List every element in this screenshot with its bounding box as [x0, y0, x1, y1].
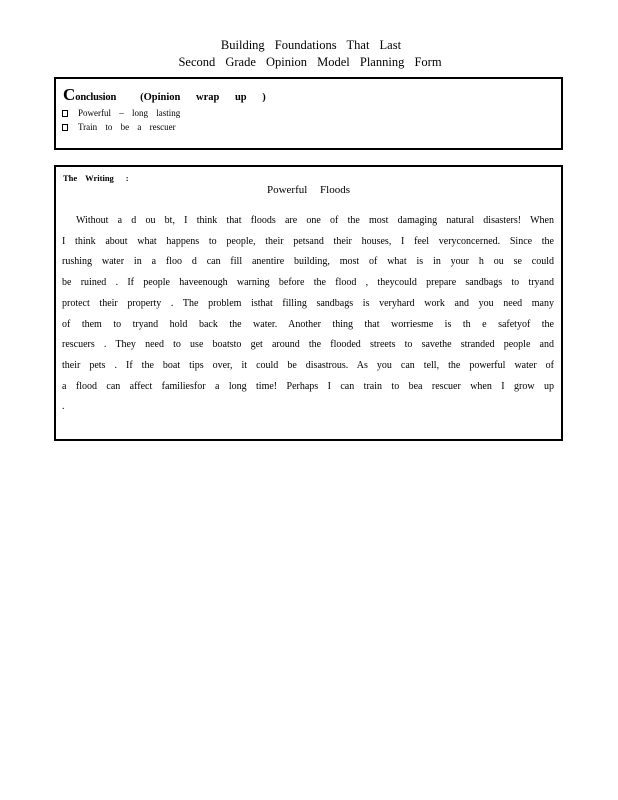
- document-subtitle: Second Grade Opinion Model Planning Form: [178, 55, 442, 69]
- conclusion-heading: [63, 85, 266, 105]
- list-item-text: Train to be a rescuer: [78, 121, 176, 132]
- essay-title: Powerful Floods: [266, 184, 351, 196]
- essay-body: Without a d ou bt, I think that floods are one of the most damaging natural disasters! When I think about what happens to people, their petsand their houses, I feel veryconcerned. Since the rushing water in a floo d can fill anentire building, most of what is in your h ou se could be ruined . If people haveenough warning before the flood , theycould prepare sandbags to tryand protect their property . The problem isthat filling sandbags is veryhard work and you need many of them to tryand hold back the water. Another thing that worriesme is th e safetyof the rescuers . They need to use boatsto get around the flooded streets to savethe stranded people and their pets . If the boat tips over, it could be disastrous. As you can tell, the powerful water of a flood can affect familiesfor a long time! Perhaps I can train to bea rescuer when I grow up .: [62, 215, 554, 413]
- conclusion-box: [54, 77, 563, 150]
- conclusion-heading-subtitle: (Opinion wrap up ): [140, 92, 266, 103]
- writing-label-colon: :: [125, 173, 129, 183]
- checkbox-bullet-icon: [62, 110, 68, 117]
- list-item-text: Powerful – long lasting: [78, 108, 181, 118]
- checkbox-bullet-icon: [62, 124, 68, 131]
- writing-box: [54, 165, 563, 441]
- list-item: [62, 107, 180, 121]
- page-header: [0, 37, 618, 71]
- writing-label: [63, 173, 129, 183]
- writing-label-text: The Writing: [63, 173, 114, 183]
- conclusion-list: [62, 107, 180, 134]
- conclusion-heading-initial: C: [63, 85, 76, 104]
- document-title: Building Foundations That Last: [220, 38, 402, 52]
- conclusion-heading-text: onclusion: [75, 92, 117, 103]
- list-item: [62, 121, 180, 135]
